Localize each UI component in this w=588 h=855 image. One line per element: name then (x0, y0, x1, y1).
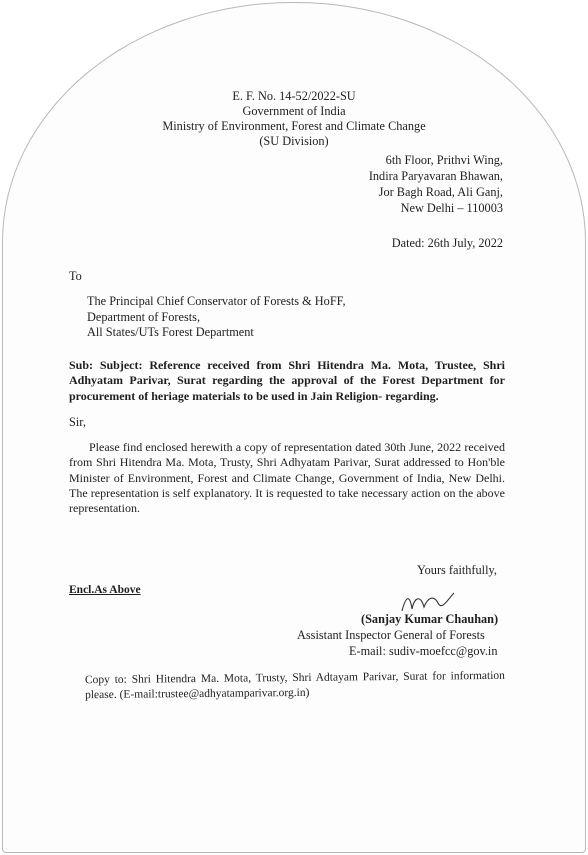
recipient-line-1: The Principal Chief Conservator of Forests & HoFF, (87, 294, 346, 308)
file-number: E. F. No. 14-52/2022-SU (232, 89, 356, 103)
address-line-2: Indira Paryavaran Bhawan, (368, 169, 503, 183)
signatory-designation: Assistant Inspector General of Forests (297, 628, 485, 642)
signatory-email: E-mail: sudiv-moefcc@gov.in (349, 644, 498, 658)
body-paragraph: Please find enclosed herewith a copy of representation dated 30th June, 2022 received from Shri Hitendra Ma. Mota, Trusty, Shri Adhyatam Parivar, Surat addressed to Hon'ble Minister of Environment, Forest and Climate Change, Government of India, New Delhi. The representation is self explanatory. It is requested to take necessary action on the above representation. (69, 440, 505, 516)
salutation: Sir, (69, 415, 86, 429)
dated-line: Dated: 26th July, 2022 (391, 236, 503, 250)
to-label: To (69, 269, 82, 283)
address-line-3: Jor Bagh Road, Ali Ganj, (378, 185, 503, 199)
division-line: (SU Division) (259, 134, 329, 148)
recipient-line-2: Department of Forests, (87, 310, 201, 324)
enclosure-note: Encl.As Above (69, 584, 141, 596)
ministry-line: Ministry of Environment, Forest and Climate Change (162, 119, 426, 133)
copy-to-note: Copy to: Shri Hitendra Ma. Mota, Trusty, Shri Adtayam Parivar, Surat for information please. (E-mail:trustee@adhyatamparivar.org.in) (84, 669, 505, 702)
subject-paragraph: Sub: Subject: Reference received from Shri Hitendra Ma. Mota, Trustee, Shri Adhyatam Parivar, Surat regarding the approval of the Forest Department for procurement of heriage materials to be used in Jain Religion- regarding. (69, 358, 505, 403)
address-line-1: 6th Floor, Prithvi Wing, (385, 153, 503, 167)
address-line-4: New Delhi – 110003 (400, 201, 503, 215)
document-frame (2, 2, 586, 853)
letter-page (3, 3, 585, 852)
recipient-line-3: All States/UTs Forest Department (87, 325, 254, 339)
closing-line: Yours faithfully, (417, 563, 497, 577)
signatory-name: (Sanjay Kumar Chauhan) (361, 612, 499, 626)
government-line: Government of India (242, 104, 346, 118)
